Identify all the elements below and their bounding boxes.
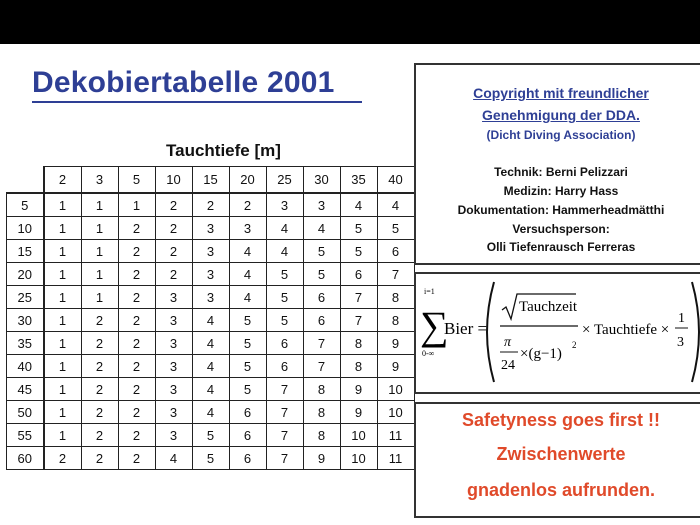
table-cell: 1: [44, 217, 82, 240]
table-cell: 3: [303, 193, 340, 217]
credits-panel: [414, 63, 700, 265]
table-cell: 4: [377, 193, 414, 217]
third-denominator: 3: [677, 335, 684, 350]
table-cell: 1: [44, 378, 82, 401]
right-paren: [692, 282, 699, 382]
credit-technik: Technik: Berni Pelizzari: [494, 165, 628, 179]
time-row-header: 55: [7, 424, 44, 447]
table-row: [7, 447, 415, 470]
table-cell: 2: [118, 240, 155, 263]
table-cell: 6: [303, 286, 340, 309]
table-row: [7, 332, 415, 355]
table-cell: 5: [229, 378, 266, 401]
table-cell: 5: [229, 309, 266, 332]
table-cell: 2: [155, 217, 192, 240]
table-cell: 5: [340, 217, 377, 240]
table-cell: 10: [340, 447, 377, 470]
table-cell: 5: [303, 263, 340, 286]
table-cell: 8: [377, 309, 414, 332]
table-cell: 2: [81, 424, 118, 447]
table-cell: 4: [266, 217, 303, 240]
table-header-row: [7, 167, 415, 194]
table-cell: 9: [377, 355, 414, 378]
table-cell: 4: [192, 332, 229, 355]
table-cell: 1: [44, 355, 82, 378]
table-cell: 1: [44, 240, 82, 263]
depth-header: 20: [229, 167, 266, 194]
table-row: [7, 424, 415, 447]
table-cell: 5: [229, 332, 266, 355]
table-cell: 7: [266, 378, 303, 401]
depth-header: 3: [81, 167, 118, 194]
table-cell: 2: [81, 447, 118, 470]
table-cell: 3: [155, 286, 192, 309]
formula-panel: [414, 272, 700, 394]
table-cell: 3: [192, 240, 229, 263]
time-row-header: 5: [7, 193, 44, 217]
time-row-header: 10: [7, 217, 44, 240]
time-row-header: 20: [7, 263, 44, 286]
table-cell: 3: [155, 309, 192, 332]
table-cell: 2: [118, 355, 155, 378]
table-cell: 2: [81, 309, 118, 332]
copyright-line-1: Copyright mit freundlicher: [473, 85, 649, 101]
table-cell: 5: [377, 217, 414, 240]
depth-header: 30: [303, 167, 340, 194]
table-cell: 5: [192, 424, 229, 447]
table-cell: 6: [229, 401, 266, 424]
table-cell: 4: [266, 240, 303, 263]
depth-header: 35: [340, 167, 377, 194]
bier-label: Bier =: [444, 319, 488, 338]
table-cell: 6: [229, 447, 266, 470]
table-cell: 3: [155, 332, 192, 355]
times-depth: × Tauchtiefe ×: [582, 322, 670, 338]
table-cell: 7: [340, 309, 377, 332]
table-cell: 4: [155, 447, 192, 470]
table-cell: 2: [155, 240, 192, 263]
table-cell: 3: [155, 378, 192, 401]
table-cell: 4: [192, 378, 229, 401]
table-cell: 1: [81, 240, 118, 263]
association-name: (Dicht Diving Association): [486, 128, 636, 142]
table-cell: 1: [44, 286, 82, 309]
table-cell: 2: [155, 263, 192, 286]
table-row: [7, 263, 415, 286]
table-cell: 4: [192, 401, 229, 424]
table-cell: 4: [192, 309, 229, 332]
table-cell: 3: [155, 401, 192, 424]
page-title: Dekobiertabelle 2001: [32, 66, 335, 99]
table-cell: 5: [192, 447, 229, 470]
table-row: [7, 309, 415, 332]
table-cell: 3: [229, 217, 266, 240]
table-cell: 8: [303, 378, 340, 401]
table-cell: 2: [229, 193, 266, 217]
table-cell: 4: [229, 286, 266, 309]
table-cell: 8: [340, 355, 377, 378]
table-cell: 7: [266, 424, 303, 447]
table-cell: 7: [377, 263, 414, 286]
depth-header: 25: [266, 167, 303, 194]
table-row: [7, 401, 415, 424]
beer-formula: [416, 274, 700, 392]
table-cell: 7: [266, 401, 303, 424]
table-cell: 7: [340, 286, 377, 309]
table-cell: 6: [266, 332, 303, 355]
safety-panel: [414, 402, 700, 518]
table-cell: 8: [303, 401, 340, 424]
table-cell: 1: [81, 286, 118, 309]
table-cell: 5: [340, 240, 377, 263]
table-cell: 5: [266, 309, 303, 332]
time-row-header: 15: [7, 240, 44, 263]
sum-top-index: i=1: [424, 287, 435, 296]
table-cell: 5: [266, 286, 303, 309]
table-row: [7, 378, 415, 401]
safety-line-2: Zwischenwerte: [496, 444, 626, 464]
table-cell: 1: [44, 332, 82, 355]
table-corner: [7, 167, 44, 194]
table-cell: 3: [266, 193, 303, 217]
table-cell: 9: [303, 447, 340, 470]
table-cell: 2: [81, 401, 118, 424]
sum-symbol: ∑: [420, 303, 449, 348]
time-row-header: 25: [7, 286, 44, 309]
table-cell: 5: [266, 263, 303, 286]
time-row-header: 60: [7, 447, 44, 470]
table-cell: 2: [118, 263, 155, 286]
top-black-bar: [0, 0, 700, 44]
denominator-rest: ×(g−1): [520, 346, 562, 362]
table-cell: 2: [81, 378, 118, 401]
table-cell: 9: [377, 332, 414, 355]
table-cell: 1: [44, 263, 82, 286]
depth-header: 10: [155, 167, 192, 194]
table-cell: 6: [377, 240, 414, 263]
table-cell: 8: [377, 286, 414, 309]
depth-header: 2: [44, 167, 82, 194]
credit-versuchsperson-name: Olli Tiefenrausch Ferreras: [486, 240, 636, 254]
table-cell: 1: [44, 424, 82, 447]
time-row-header: 30: [7, 309, 44, 332]
table-cell: 1: [81, 263, 118, 286]
credit-medizin: Medizin: Harry Hass: [503, 184, 619, 198]
table-cell: 1: [44, 309, 82, 332]
table-cell: 2: [81, 355, 118, 378]
table-cell: 1: [81, 217, 118, 240]
table-cell: 2: [118, 217, 155, 240]
table-cell: 11: [377, 424, 414, 447]
table-cell: 6: [340, 263, 377, 286]
table-cell: 4: [229, 240, 266, 263]
table-cell: 8: [340, 332, 377, 355]
table-cell: 2: [118, 424, 155, 447]
depth-header: 5: [118, 167, 155, 194]
time-row-header: 35: [7, 332, 44, 355]
table-cell: 2: [118, 447, 155, 470]
table-cell: 1: [44, 401, 82, 424]
table-cell: 7: [303, 332, 340, 355]
table-cell: 5: [229, 355, 266, 378]
table-row: [7, 193, 415, 217]
depth-axis-label: Tauchtiefe [m]: [166, 141, 281, 160]
depth-header: 40: [377, 167, 414, 194]
time-row-header: 40: [7, 355, 44, 378]
depth-header: 15: [192, 167, 229, 194]
table-cell: 2: [155, 193, 192, 217]
exponent: 2: [572, 340, 577, 350]
table-cell: 9: [340, 401, 377, 424]
table-cell: 5: [303, 240, 340, 263]
deco-table: [6, 166, 415, 470]
time-row-header: 50: [7, 401, 44, 424]
table-cell: 4: [340, 193, 377, 217]
table-cell: 7: [266, 447, 303, 470]
table-cell: 2: [118, 378, 155, 401]
table-cell: 3: [192, 217, 229, 240]
sqrt-content: Tauchzeit: [519, 299, 578, 315]
table-row: [7, 217, 415, 240]
table-cell: 4: [303, 217, 340, 240]
table-cell: 9: [340, 378, 377, 401]
table-cell: 10: [377, 401, 414, 424]
pi-symbol: π: [504, 335, 512, 350]
safety-line-1: Safetyness goes first !!: [461, 410, 661, 430]
time-row-header: 45: [7, 378, 44, 401]
table-cell: 6: [266, 355, 303, 378]
table-cell: 3: [155, 355, 192, 378]
table-cell: 4: [229, 263, 266, 286]
table-cell: 2: [118, 286, 155, 309]
credit-versuchsperson-label: Versuchsperson:: [512, 222, 610, 236]
table-cell: 3: [155, 424, 192, 447]
title-underline: [32, 101, 362, 103]
safety-line-3: gnadenlos aufrunden.: [466, 480, 655, 500]
copyright-line-2: Genehmigung der DDA.: [482, 107, 640, 123]
table-cell: 1: [118, 193, 155, 217]
table-cell: 2: [192, 193, 229, 217]
table-cell: 11: [377, 447, 414, 470]
third-numerator: 1: [678, 311, 685, 326]
table-cell: 10: [377, 378, 414, 401]
table-cell: 2: [118, 401, 155, 424]
table-cell: 8: [303, 424, 340, 447]
table-cell: 1: [44, 193, 82, 217]
table-cell: 3: [192, 263, 229, 286]
table-row: [7, 355, 415, 378]
table-cell: 6: [303, 309, 340, 332]
table-cell: 6: [229, 424, 266, 447]
table-cell: 1: [81, 193, 118, 217]
table-cell: 10: [340, 424, 377, 447]
table-cell: 2: [118, 309, 155, 332]
table-row: [7, 240, 415, 263]
sum-bottom-index: 0-∞: [422, 349, 435, 358]
table-cell: 2: [44, 447, 82, 470]
credit-dokumentation: Dokumentation: Hammerheadmätthi: [457, 203, 665, 217]
left-paren: [487, 282, 494, 382]
table-cell: 3: [192, 286, 229, 309]
table-cell: 2: [118, 332, 155, 355]
table-cell: 2: [81, 332, 118, 355]
pi-denominator: 24: [501, 358, 515, 373]
table-cell: 7: [303, 355, 340, 378]
table-row: [7, 286, 415, 309]
table-cell: 4: [192, 355, 229, 378]
